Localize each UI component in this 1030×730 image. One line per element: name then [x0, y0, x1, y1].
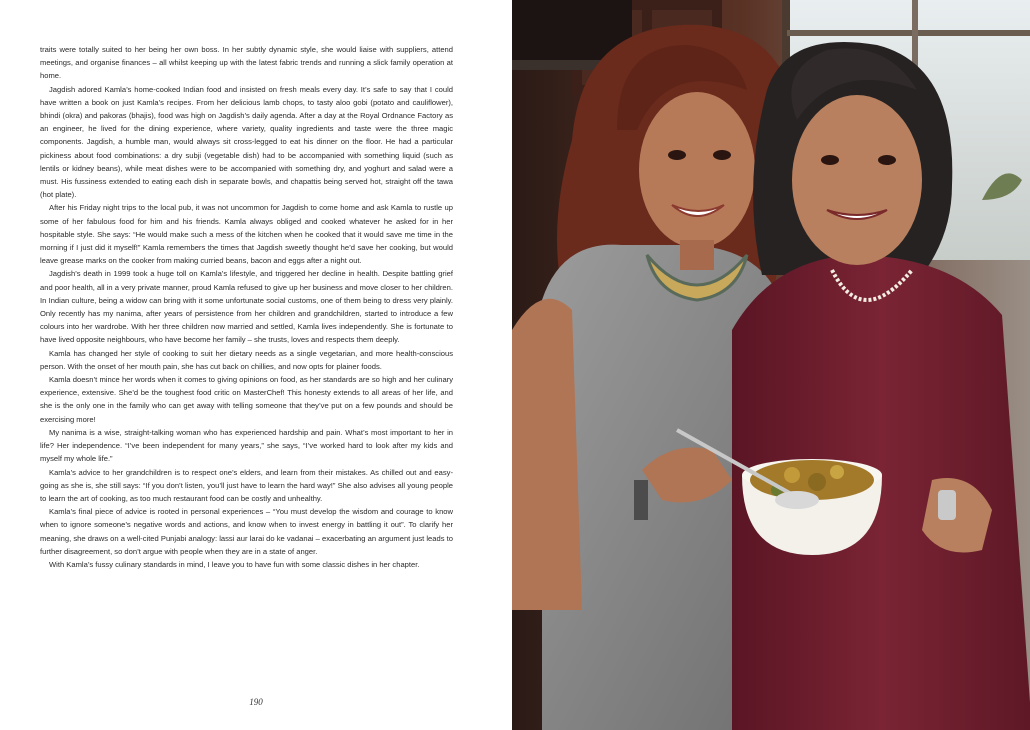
- paragraph: After his Friday night trips to the local pub, it was not uncommon for Jagdish to come home and ask Kamla to rustle up some of her fabulous food for him and his friends. Kamla always obliged and cooked whatever he asked for in her hospitable style. She says: “He would make such a mess of the kitchen when he cooked that it would save me time in the morning if I just did it myself!” Kamla remembers the times that Jagdish sweetly thought he’d save her cooking, but would leave grease marks on the cooker from making curried beans, bacon and eggs after a night out.: [40, 203, 453, 266]
- paragraph: Kamla’s final piece of advice is rooted in personal experiences – “You must develop the wisdom and courage to know when to ignore someone’s negative words and actions, and know when to invest energy in battling it out”. To clarify her meaning, she draws on a well-cited Punjabi analogy: lassi aur larai do ke vadanai – exacerbating an argument just leads to further disagreement, so don’t argue with people when they are in a state of anger.: [40, 507, 453, 556]
- paragraph: Kamla doesn’t mince her words when it comes to giving opinions on food, as her standards are so high and her culinary experience, extensive. She’d be the toughest food critic on MasterChef! This honesty extends to all areas of her life, and she is the only one in the family who can get away with telling someone that they’ve put on a few pounds and should be exercising more!: [40, 375, 453, 424]
- body-text: [40, 43, 453, 571]
- photo-page: [512, 0, 1030, 730]
- paragraph: Jagdish’s death in 1999 took a huge toll on Kamla’s lifestyle, and triggered her decline in health. Despite battling grief and poor health, all in a very private manner, proud Kamla refused to give up her business and move closer to her children. In Indian culture, being a widow can bring with it some unfortunate social customs, one of them being to dress very plainly. Only recently has my nanima, after years of persistence from her children and grandchildren, started to introduce a few colours into her wardrobe. With her three children now married and settled, Kamla lives independently. She is fortunate to have lived opposite neighbours, who have become her family – she trusts, loves and respects them deeply.: [40, 269, 453, 345]
- portrait-photo: [512, 0, 1030, 730]
- paragraph: Kamla’s advice to her grandchildren is to respect one’s elders, and learn from their mistakes. As chilled out and easy-going as she is, she still says: “If you don’t listen, you’ll just have to learn the hard way!” She also advises all young people to learn the art of cooking, as too much restaurant food can be costly and unhealthy.: [40, 467, 453, 503]
- paragraph: Jagdish adored Kamla’s home-cooked Indian food and insisted on fresh meals every day. It’s safe to say that I could have written a book on just Kamla’s recipes. From her delicious lamb chops, to tasty aloo gobi (potato and cauliflower), bhindi (okra) and pakoras (bhajis), food was high on Jagdish’s daily agenda. After a day at the Royal Ordnance Factory as an engineer, he lived for the dining experience, where variety, quality ingredients and taste were the three magic components. Jagdish, a humble man, would always sit cross-legged to eat his dinner on the floor. He had a particular pickiness about food combinations: a dry subji (vegetable dish) had to be accompanied with something liquid (such as lentils or kidney beans), while meat dishes were to be accompanied with something dry, and yoghurt and salad were a must. His fussiness extended to eating each dish in separate bowls, and chapattis being served hot, straight off the tawa (hot plate).: [40, 84, 453, 200]
- left-page: [0, 0, 512, 730]
- page-number: 190: [249, 697, 263, 707]
- paragraph: With Kamla’s fussy culinary standards in mind, I leave you to have fun with some classic dishes in her chapter.: [49, 559, 420, 569]
- paragraph: traits were totally suited to her being her own boss. In her subtly dynamic style, she would liaise with suppliers, attend meetings, and organise finances – all whilst keeping up with the latest fabric trends and running a slick family operation at home.: [40, 45, 453, 81]
- paragraph: Kamla has changed her style of cooking to suit her dietary needs as a single vegetarian, and more health-conscious person. With the onset of her mouth pain, she has cut back on chillies, and now opts for plainer foods.: [40, 348, 453, 371]
- paragraph: My nanima is a wise, straight-talking woman who has experienced hardship and pain. What’s most important to her in life? Her independence. “I’ve been independent for many years,” she says, “I’ve worked hard to look after my kids and myself my whole life.”: [40, 427, 453, 464]
